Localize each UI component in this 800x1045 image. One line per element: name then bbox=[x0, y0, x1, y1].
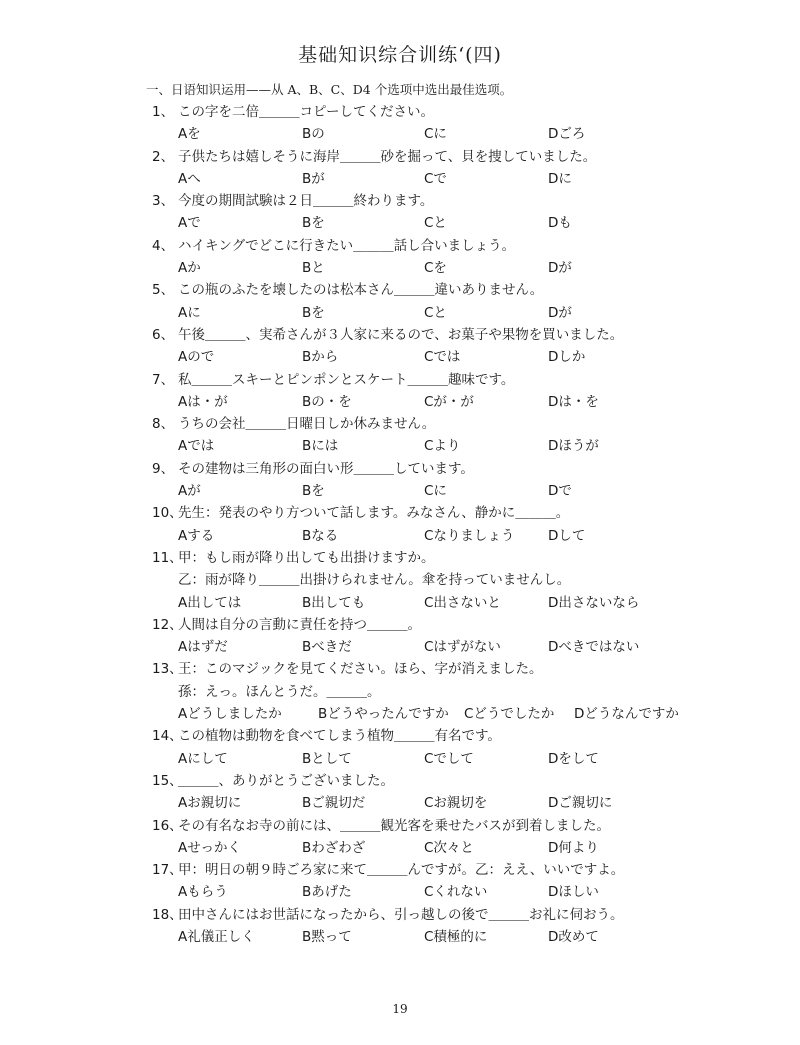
question-stem bbox=[0, 235, 800, 257]
option-c: Cより bbox=[424, 438, 461, 455]
option-c: Cが・が bbox=[424, 393, 474, 410]
option-row bbox=[0, 636, 800, 658]
option-row bbox=[0, 480, 800, 502]
question-text: 田中さんにはお世話になったから、引っ越しの後で＿＿＿お礼に伺おう。 bbox=[178, 906, 624, 923]
question-number: 2、 bbox=[152, 148, 175, 165]
question-text: この字を二倍＿＿＿コピーしてください。 bbox=[178, 104, 434, 120]
option-c: Cを bbox=[424, 260, 447, 277]
option-b: Bとして bbox=[302, 750, 352, 767]
question-number: 13、 bbox=[152, 661, 183, 678]
option-a: Aどうしましたか bbox=[178, 706, 282, 723]
option-c: Cに bbox=[424, 483, 447, 500]
option-a: Aする bbox=[178, 527, 215, 544]
option-d: Dべきではない bbox=[548, 639, 640, 656]
option-a: Aにして bbox=[178, 750, 228, 767]
option-b: Bから bbox=[302, 349, 339, 366]
question-number: 3、 bbox=[152, 193, 175, 210]
question-stem bbox=[0, 725, 800, 747]
option-b: Bなる bbox=[302, 527, 339, 544]
option-a: Aので bbox=[178, 349, 215, 366]
question-number: 11、 bbox=[152, 549, 183, 566]
option-a: Aせっかく bbox=[178, 839, 241, 856]
option-row bbox=[0, 837, 800, 859]
question-number: 7、 bbox=[152, 371, 175, 388]
option-d: Dしか bbox=[548, 349, 586, 366]
question-stem bbox=[0, 859, 800, 881]
option-row bbox=[0, 926, 800, 948]
question-number: 16、 bbox=[152, 817, 183, 834]
question-text: この瓶のふたを壊したのは松本さん＿＿＿違いありません。 bbox=[178, 282, 544, 299]
option-c: C次々と bbox=[424, 839, 474, 856]
question-text: 先生：発表のやり方ついて話します。みなさん、静かに＿＿＿。 bbox=[178, 505, 570, 522]
question-stem bbox=[0, 146, 800, 168]
option-d: Dご親切に bbox=[548, 795, 613, 812]
section-instruction: 一、日语知识运用——从 A、B、C、D4 个选项中选出最佳选项。 bbox=[146, 82, 513, 97]
question-number: 15、 bbox=[152, 772, 183, 789]
option-d: D改めて bbox=[548, 928, 599, 945]
question-stem bbox=[0, 547, 800, 569]
question-text: うちの会社＿＿＿日曜日しか休みません。 bbox=[178, 416, 436, 433]
option-a: Aもらう bbox=[178, 884, 228, 901]
question-text: この植物は動物を食べてしまう植物＿＿＿有名です。 bbox=[178, 728, 501, 745]
question-dialogue-line: 孫：えっ。ほんとうだ。＿＿＿。 bbox=[178, 683, 381, 700]
question-stem bbox=[0, 324, 800, 346]
question-stem bbox=[0, 279, 800, 301]
option-row bbox=[0, 302, 800, 324]
option-a: A礼儀正しく bbox=[178, 928, 255, 945]
page-title: 基础知识综合训练‘(四) bbox=[298, 44, 502, 66]
option-row bbox=[0, 792, 800, 814]
option-d: Dごろ bbox=[548, 126, 586, 143]
option-c: C出さないと bbox=[424, 594, 501, 611]
option-c: Cどうでしたか bbox=[464, 706, 555, 723]
option-a: Aを bbox=[178, 126, 201, 143]
option-a: Aでは bbox=[178, 438, 215, 455]
question-stem bbox=[0, 190, 800, 212]
option-d: D出さないなら bbox=[548, 594, 640, 611]
option-row bbox=[0, 168, 800, 190]
option-b: Bと bbox=[302, 260, 325, 277]
option-b: Bご親切だ bbox=[302, 795, 366, 812]
question-number: 9、 bbox=[152, 460, 175, 477]
question-list bbox=[0, 101, 800, 948]
question-text: その有名なお寺の前には、＿＿＿観光客を乗せたバスが到着しました。 bbox=[178, 817, 610, 834]
option-row bbox=[0, 257, 800, 279]
option-row bbox=[0, 748, 800, 770]
question-text: その建物は三角形の面白い形＿＿＿しています。 bbox=[178, 460, 474, 477]
option-row bbox=[0, 525, 800, 547]
option-d: Dして bbox=[548, 527, 586, 544]
question-text: 子供たちは嬉しそうに海岸＿＿＿砂を掘って、貝を捜していました。 bbox=[178, 148, 597, 165]
option-c: Cで bbox=[424, 170, 447, 187]
option-c: Cと bbox=[424, 304, 447, 321]
question-stem bbox=[0, 658, 800, 680]
option-d: Dが bbox=[548, 304, 572, 321]
question-number: 18、 bbox=[152, 906, 183, 923]
option-a: Aは・が bbox=[178, 393, 228, 410]
option-c: Cと bbox=[424, 215, 447, 232]
option-a: Aはずだ bbox=[178, 639, 228, 656]
option-row bbox=[0, 391, 800, 413]
question-text: 私＿＿＿スキーとピンポンとスケート＿＿＿趣味です。 bbox=[178, 371, 515, 388]
option-row bbox=[0, 703, 800, 725]
option-c: Cでして bbox=[424, 750, 474, 767]
option-d: D何より bbox=[548, 839, 599, 856]
option-b: Bを bbox=[302, 483, 325, 500]
option-row bbox=[0, 123, 800, 145]
question-text: 甲：もし雨が降り出しても出掛けますか。 bbox=[178, 549, 435, 566]
question-text: 人間は自分の言動に責任を持つ＿＿＿。 bbox=[178, 616, 421, 633]
question-number: 5、 bbox=[152, 282, 175, 299]
question-number: 17、 bbox=[152, 862, 183, 879]
option-a: Aに bbox=[178, 304, 201, 321]
question-text: 午後＿＿＿、実希さんが３人家に来るので、お菓子や果物を買いました。 bbox=[178, 326, 624, 343]
option-d: Dが bbox=[548, 260, 572, 277]
option-d: Dは・を bbox=[548, 393, 599, 410]
question-stem bbox=[0, 815, 800, 837]
question-number: 4、 bbox=[152, 237, 175, 254]
option-b: Bあげた bbox=[302, 884, 352, 901]
question-number: 6、 bbox=[152, 326, 175, 343]
option-d: Dも bbox=[548, 215, 572, 232]
option-c: Cお親切を bbox=[424, 795, 488, 812]
option-b: B黙って bbox=[302, 928, 352, 945]
question-text: ＿＿＿、ありがとうございました。 bbox=[178, 772, 394, 789]
option-b: Bには bbox=[302, 438, 339, 455]
option-d: Dに bbox=[548, 170, 572, 187]
question-stem bbox=[0, 614, 800, 636]
option-b: Bを bbox=[302, 304, 325, 321]
option-d: Dほしい bbox=[548, 884, 599, 901]
option-d: Dどうなんですか bbox=[574, 706, 679, 723]
question-text: 王：このマジックを見てください。ほら、字が消えました。 bbox=[178, 661, 543, 678]
option-b: Bどうやったんですか bbox=[318, 706, 449, 723]
question-text: ハイキングでどこに行きたい＿＿＿話し合いましょう。 bbox=[178, 237, 516, 254]
option-a: Aお親切に bbox=[178, 795, 242, 812]
question-number: 1、 bbox=[152, 104, 175, 120]
question-stem bbox=[0, 904, 800, 926]
option-a: Aが bbox=[178, 483, 201, 500]
question-text: 今度の期間試験は２日＿＿＿終わります。 bbox=[178, 193, 434, 210]
option-a: Aか bbox=[178, 260, 201, 277]
question-number: 12、 bbox=[152, 616, 183, 633]
option-b: Bを bbox=[302, 215, 325, 232]
option-row bbox=[0, 592, 800, 614]
option-d: Dほうが bbox=[548, 438, 599, 455]
option-c: Cくれない bbox=[424, 884, 488, 901]
option-row bbox=[0, 212, 800, 234]
option-a: A出しては bbox=[178, 594, 242, 611]
option-c: Cに bbox=[424, 126, 447, 143]
option-c: C積極的に bbox=[424, 928, 488, 945]
question-number: 14、 bbox=[152, 728, 183, 745]
question-text: 甲：明日の朝９時ごろ家に来て＿＿＿んですが。乙：ええ、いいですよ。 bbox=[178, 862, 625, 879]
option-b: B出しても bbox=[302, 594, 366, 611]
option-b: Bの・を bbox=[302, 393, 352, 410]
option-b: Bの bbox=[302, 126, 325, 143]
option-d: Dで bbox=[548, 483, 572, 500]
option-c: Cなりましょう bbox=[424, 527, 515, 544]
option-row bbox=[0, 881, 800, 903]
option-c: Cでは bbox=[424, 349, 461, 366]
question-stem bbox=[0, 101, 800, 123]
option-c: Cはずがない bbox=[424, 639, 501, 656]
option-row bbox=[0, 346, 800, 368]
question-stem bbox=[0, 413, 800, 435]
question-stem bbox=[0, 770, 800, 792]
option-a: Aへ bbox=[178, 170, 201, 187]
option-d: Dをして bbox=[548, 750, 599, 767]
option-a: Aで bbox=[178, 215, 201, 232]
question-stem bbox=[0, 502, 800, 524]
option-b: Bが bbox=[302, 170, 325, 187]
question-stem bbox=[0, 369, 800, 391]
option-b: Bわざわざ bbox=[302, 839, 366, 856]
question-number: 8、 bbox=[152, 416, 175, 433]
page-number: 19 bbox=[392, 1002, 408, 1016]
option-row bbox=[0, 435, 800, 457]
question-dialogue-line: 乙：雨が降り＿＿＿出掛けられません。傘を持っていませんし。 bbox=[178, 572, 571, 589]
question-number: 10、 bbox=[152, 505, 183, 522]
option-b: Bべきだ bbox=[302, 639, 352, 656]
question-stem bbox=[0, 458, 800, 480]
